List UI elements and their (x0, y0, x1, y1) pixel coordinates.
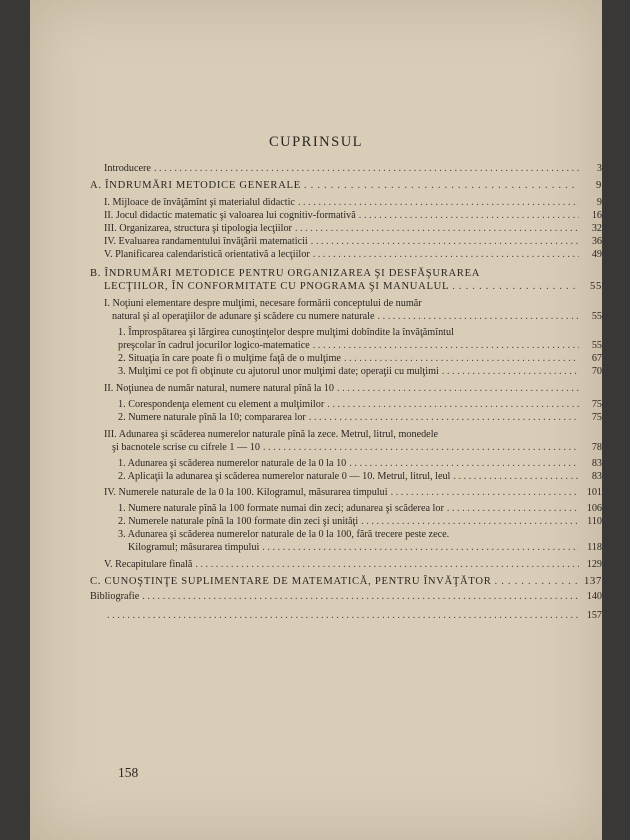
toc-entry-intro: Introducere . . . 3 (104, 162, 602, 175)
book-page (30, 0, 602, 840)
toc-entry-s2: II. Noţiunea de număr natural, numere natural pînă la 10 . . . (104, 382, 602, 395)
toc-entry-s3-2: 2. Aplicaţii la adunarea şi scăderea numerelor naturale 0 — 10. Metrul, litrul, leul . . . 83 (118, 470, 602, 483)
toc-entry-s3: şi bacnotele scrise cu cifrele 1 — 10 . . . 78 (112, 441, 602, 454)
toc-entry-a5: V. Planificarea calendaristică orientativă a lecţiilor . . . 49 (104, 248, 602, 261)
toc-entry-s4-1: 1. Numere naturale pînă la 100 formate numai din zeci; adunarea şi scăderea lor . . . 106 (118, 502, 602, 515)
toc-entry-s4-3: Kilogramul; măsurarea timpului . . . 118 (128, 541, 602, 554)
toc-last-page: . . . 157 (104, 609, 602, 622)
toc-entry-s4-2: 2. Numerele naturale pînă la 100 formate din zeci şi unităţi . . . 110 (118, 515, 602, 528)
toc-entry-s1: natural şi al operaţiilor de adunare şi scădere cu numere naturale . . . 55 (112, 310, 602, 323)
toc-entry-a4: IV. Evaluarea randamentului învăţării matematicii . . . 36 (104, 235, 602, 248)
toc-entry-s1-2: 2. Situaţia în care poate fi o mulţime faţă de o mulţime . . . 67 (118, 352, 602, 365)
toc-entry-s2-2: 2. Numere naturale pînă la 10; compararea lor . . . 75 (118, 411, 602, 424)
page-number: 158 (118, 765, 139, 780)
toc-entry-s1-1-line1: 1. Împrospătarea şi lărgirea cunoştinţelor despre mulţimi dobîndite la învăţămîntul (118, 327, 454, 338)
page-title: CUPRINSUL (268, 134, 364, 150)
toc-entry-a2: II. Jocul didactic matematic şi valoarea lui cognitiv-formativă . . . 16 (104, 209, 602, 222)
toc-entry-s3-1: 1. Adunarea şi scăderea numerelor naturale de la 0 la 10 . . . 83 (118, 457, 602, 470)
toc-section-b-line1: B. ÎNDRUMĂRI METODICE PENTRU ORGANIZAREA ŞI DESFĂŞURAREA (90, 268, 481, 279)
toc-section-c: C. CUNOŞTINŢE SUPLIMENTARE DE MATEMATICĂ, PENTRU ÎNVĂŢĂTOR . . . 137 (90, 575, 602, 588)
toc-entry-s4-3-line1: 3. Adunarea şi scăderea numerelor naturale de la 0 la 100, fără trecere peste zece. (118, 529, 450, 540)
toc-entry-a3: III. Organizarea, structura şi tipologia lecţiilor . . . 32 (104, 222, 602, 235)
toc-entry-s1-1: preşcolar în cadrul jocurilor logico-matematice . . . 55 (118, 339, 602, 352)
toc-entry-s4: IV. Numerele naturale de la 0 la 100. Kilogramul, măsurarea timpului . . . 101 (104, 486, 602, 499)
toc-entry-a1: I. Mijloace de învăţămînt şi materialul didactic . . . 9 (104, 196, 602, 209)
toc-entry-s1-3: 3. Mulţimi ce pot fi obţinute cu ajutorul unor mulţimi date; operaţii cu mulţimi . . . 70 (118, 365, 602, 378)
toc-entry-s1-line1: I. Noţiuni elementare despre mulţimi, necesare formării conceptului de număr (104, 298, 422, 309)
toc-entry-s3-line1: III. Adunarea şi scăderea numerelor naturale pînă la zece. Metrul, litrul, monedele (104, 429, 439, 440)
table-of-contents (90, 162, 602, 622)
toc-section-b: LECŢIILOR, ÎN CONFORMITATE CU PNOGRAMA ŞI MANUALUL . . . 55 (104, 280, 602, 293)
toc-entry-s2-1: 1. Corespondenţa element cu element a mulţimilor . . . 75 (118, 398, 602, 411)
toc-section-a: A. ÎNDRUMĂRI METODICE GENERALE . . . 9 (90, 179, 602, 192)
toc-entry-bibliography: Bibliografie . . . 140 (90, 590, 602, 603)
toc-entry-s5: V. Recapitulare finală . . . 129 (104, 558, 602, 571)
